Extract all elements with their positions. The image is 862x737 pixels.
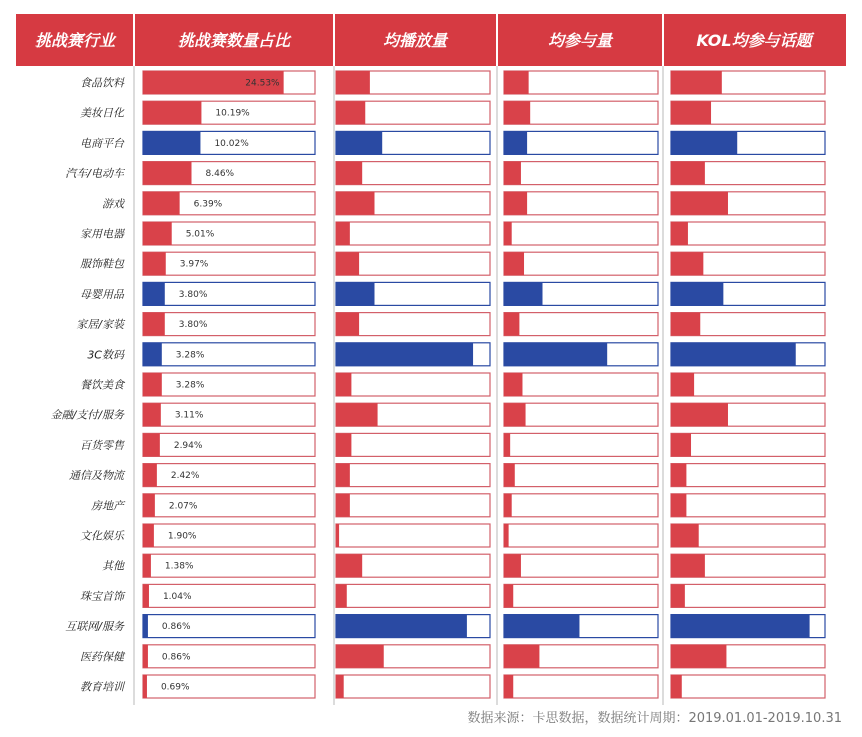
participation-bar — [504, 675, 513, 698]
share-value-label: 1.38% — [164, 561, 194, 572]
share-bar-track — [143, 252, 315, 275]
share-bar-track — [143, 313, 315, 336]
header-industry: 挑战赛行业 — [34, 31, 116, 50]
kol-bar — [671, 675, 682, 698]
share-bar-track — [143, 373, 315, 396]
views-bar — [336, 282, 375, 305]
share-bar — [143, 554, 151, 577]
share-bar — [143, 343, 162, 366]
category-label: 其他 — [102, 559, 124, 573]
table-row — [80, 71, 825, 94]
table-rows — [51, 71, 825, 698]
share-bar — [143, 403, 161, 426]
views-bar — [336, 101, 365, 124]
participation-bar — [504, 162, 521, 185]
table-row — [65, 162, 825, 185]
participation-bar — [504, 192, 527, 215]
kol-bar — [671, 222, 688, 245]
share-value-label: 10.02% — [214, 138, 249, 149]
kol-bar — [671, 615, 810, 638]
share-bar — [143, 282, 165, 305]
kol-bar-track — [671, 433, 825, 456]
views-bar-track — [336, 584, 490, 607]
views-bar-track — [336, 222, 490, 245]
category-label: 电商平台 — [80, 136, 124, 150]
views-bar-track — [336, 675, 490, 698]
participation-bar — [504, 343, 607, 366]
category-label: 通信及物流 — [69, 469, 124, 483]
share-bar — [143, 524, 154, 547]
participation-bar-track — [504, 373, 658, 396]
participation-bar-track — [504, 675, 658, 698]
views-bar — [336, 192, 375, 215]
kol-bar — [671, 464, 686, 487]
views-bar-track — [336, 373, 490, 396]
views-bar — [336, 433, 351, 456]
share-bar — [143, 584, 149, 607]
participation-bar-track — [504, 524, 658, 547]
share-bar — [143, 101, 201, 124]
participation-bar — [504, 615, 579, 638]
kol-bar — [671, 373, 694, 396]
category-label: 医药保健 — [80, 650, 124, 664]
share-value-label: 10.19% — [215, 108, 250, 119]
kol-bar — [671, 162, 705, 185]
views-bar — [336, 71, 370, 94]
table-row — [69, 464, 825, 487]
table-row — [80, 675, 825, 698]
share-value-label: 3.97% — [179, 259, 209, 270]
header-avg-participation: 均参与量 — [547, 31, 613, 50]
category-label: 百货零售 — [80, 438, 124, 452]
category-label: 家居/家装 — [76, 318, 124, 332]
share-bar — [143, 645, 148, 668]
participation-bar-track — [504, 313, 658, 336]
views-bar — [336, 252, 359, 275]
share-value-label: 5.01% — [185, 229, 215, 240]
kol-bar-track — [671, 222, 825, 245]
share-bar — [143, 222, 172, 245]
share-value-label: 0.69% — [160, 682, 190, 693]
views-bar-track — [336, 494, 490, 517]
category-label: 家用电器 — [80, 227, 124, 241]
table-row — [80, 101, 825, 124]
kol-bar — [671, 343, 796, 366]
views-bar — [336, 313, 359, 336]
header-share: 挑战赛数量占比 — [177, 31, 291, 50]
kol-bar-track — [671, 494, 825, 517]
table-row — [102, 554, 825, 577]
kol-bar-track — [671, 584, 825, 607]
kol-bar — [671, 524, 699, 547]
share-bar — [143, 433, 160, 456]
share-bar — [143, 131, 200, 154]
table-row — [80, 252, 825, 275]
table-row — [80, 282, 825, 305]
kol-bar — [671, 554, 705, 577]
views-bar — [336, 615, 467, 638]
share-bar — [143, 464, 157, 487]
share-bar-track — [143, 464, 315, 487]
kol-bar — [671, 645, 726, 668]
participation-bar — [504, 403, 526, 426]
share-value-label: 2.42% — [170, 471, 200, 482]
share-bar — [143, 373, 162, 396]
category-label: 汽车/电动车 — [65, 167, 124, 181]
participation-bar — [504, 524, 509, 547]
views-bar — [336, 343, 473, 366]
share-bar — [143, 252, 166, 275]
participation-bar — [504, 71, 529, 94]
kol-bar — [671, 192, 728, 215]
table-row — [87, 343, 825, 366]
views-bar-track — [336, 464, 490, 487]
header-avg-views: 均播放量 — [382, 31, 448, 50]
kol-bar-track — [671, 675, 825, 698]
share-bar-track — [143, 343, 315, 366]
participation-bar — [504, 433, 510, 456]
participation-bar — [504, 494, 512, 517]
views-bar — [336, 584, 347, 607]
participation-bar — [504, 101, 530, 124]
share-bar — [143, 615, 148, 638]
participation-bar — [504, 584, 513, 607]
participation-bar-track — [504, 222, 658, 245]
category-label: 珠宝首饰 — [80, 589, 124, 603]
views-bar — [336, 222, 350, 245]
share-bar-track — [143, 282, 315, 305]
views-bar-track — [336, 524, 490, 547]
participation-bar — [504, 554, 521, 577]
views-bar — [336, 524, 339, 547]
kol-bar-track — [671, 464, 825, 487]
share-bar — [143, 313, 165, 336]
share-bar — [143, 675, 147, 698]
category-label: 食品饮料 — [80, 76, 124, 90]
views-bar — [336, 403, 378, 426]
share-value-label: 3.28% — [175, 350, 205, 361]
views-bar — [336, 131, 382, 154]
share-value-label: 24.53% — [245, 78, 280, 89]
table-row — [102, 192, 825, 215]
table-row — [80, 373, 825, 396]
share-value-label: 2.94% — [173, 440, 203, 451]
kol-bar — [671, 252, 703, 275]
share-value-label: 1.90% — [167, 531, 197, 542]
share-bar-track — [143, 403, 315, 426]
share-bar — [143, 494, 155, 517]
category-label: 美妆日化 — [80, 106, 124, 120]
share-value-label: 0.86% — [161, 622, 191, 633]
views-bar — [336, 554, 362, 577]
kol-bar — [671, 494, 686, 517]
share-bar — [143, 162, 192, 185]
share-bar-track — [143, 433, 315, 456]
table-row — [80, 584, 825, 607]
share-value-label: 6.39% — [193, 199, 223, 210]
kol-bar — [671, 282, 723, 305]
participation-bar — [504, 645, 539, 668]
participation-bar-track — [504, 162, 658, 185]
participation-bar — [504, 131, 527, 154]
kol-bar — [671, 71, 722, 94]
participation-bar — [504, 252, 524, 275]
share-value-label: 3.80% — [178, 289, 208, 300]
participation-bar-track — [504, 403, 658, 426]
share-value-label: 3.11% — [174, 410, 204, 421]
share-value-label: 2.07% — [168, 501, 198, 512]
views-bar — [336, 494, 350, 517]
participation-bar — [504, 282, 543, 305]
table-row — [80, 524, 825, 547]
kol-bar — [671, 131, 737, 154]
share-value-label: 3.28% — [175, 380, 205, 391]
kol-bar — [671, 313, 700, 336]
category-label: 餐饮美食 — [80, 378, 124, 392]
table-row — [51, 403, 825, 426]
share-value-label: 3.80% — [178, 320, 208, 331]
category-label: 房地产 — [91, 499, 124, 513]
participation-bar — [504, 313, 519, 336]
views-bar — [336, 675, 344, 698]
kol-bar — [671, 584, 685, 607]
participation-bar-track — [504, 494, 658, 517]
share-bar — [143, 192, 180, 215]
table-row — [76, 313, 825, 336]
category-label: 教育培训 — [80, 680, 124, 694]
header-kol-topics: KOL均参与话题 — [696, 31, 812, 50]
category-label: 母婴用品 — [80, 287, 124, 301]
category-label: 3C数码 — [87, 348, 124, 362]
category-label: 互联网/服务 — [65, 620, 124, 634]
participation-bar — [504, 464, 515, 487]
data-source-note: 数据来源：卡思数据，数据统计周期：2019.01.01-2019.10.31 — [467, 711, 842, 726]
views-bar-track — [336, 433, 490, 456]
table-row — [80, 433, 825, 456]
participation-bar-track — [504, 584, 658, 607]
views-bar — [336, 162, 362, 185]
table-row — [80, 131, 825, 154]
participation-bar-track — [504, 433, 658, 456]
views-bar — [336, 373, 351, 396]
kol-bar — [671, 101, 711, 124]
category-label: 文化娱乐 — [80, 529, 124, 543]
category-label: 服饰鞋包 — [80, 257, 124, 271]
kol-bar — [671, 403, 728, 426]
share-value-label: 8.46% — [205, 169, 235, 180]
participation-bar — [504, 373, 522, 396]
table-row — [65, 615, 825, 638]
participation-bar-track — [504, 554, 658, 577]
participation-bar-track — [504, 252, 658, 275]
table-row — [91, 494, 825, 517]
share-value-label: 1.04% — [162, 591, 192, 602]
table-row — [80, 222, 825, 245]
participation-bar-track — [504, 464, 658, 487]
views-bar — [336, 645, 384, 668]
kol-bar — [671, 433, 691, 456]
share-value-label: 0.86% — [161, 652, 191, 663]
category-label: 金融/支付/服务 — [50, 408, 124, 422]
table-row — [80, 645, 825, 668]
views-bar — [336, 464, 350, 487]
category-label: 游戏 — [102, 197, 124, 211]
participation-bar — [504, 222, 512, 245]
